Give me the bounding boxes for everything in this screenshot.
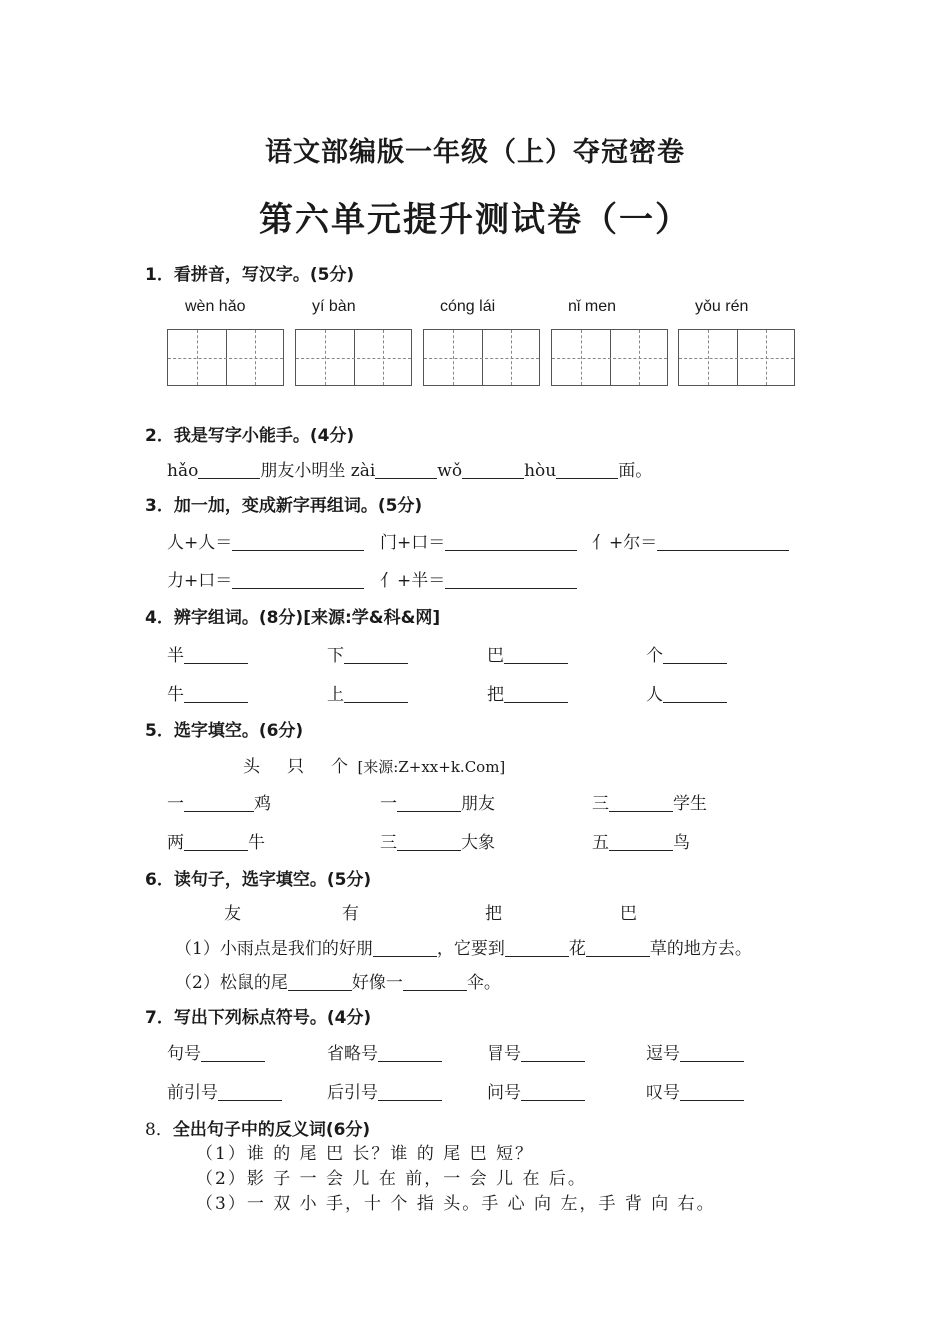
q4-r2-4: 人: [646, 680, 727, 705]
q7-r1-1: 句号: [167, 1039, 265, 1064]
exam-subtitle: 语文部编版一年级（上）夺冠密卷: [265, 137, 685, 168]
q4-r1-3: 巴: [487, 641, 568, 666]
q6-option-2: 有: [342, 904, 359, 924]
q4-blank[interactable]: [504, 684, 568, 703]
q4-r2-3: 把: [487, 680, 568, 705]
q6-blank[interactable]: [373, 938, 437, 957]
q7-r2-4: 叹号: [646, 1078, 744, 1103]
q5-r1-2: 一 朋友: [380, 794, 495, 814]
pinyin-4: nǐ men: [568, 298, 617, 315]
q4-blank[interactable]: [184, 645, 248, 664]
q7-r2-1: 前引号: [167, 1078, 282, 1103]
q2-blank-1[interactable]: [198, 460, 260, 479]
pinyin-3: cóng lái: [440, 298, 496, 315]
q6-blank[interactable]: [586, 938, 650, 957]
q5-r2-2: 三 大象: [380, 833, 495, 853]
q3-blank-2[interactable]: [445, 532, 577, 551]
q8-heading: 8．全出句子中的反义词(6分): [145, 1120, 371, 1140]
q4-blank[interactable]: [663, 645, 727, 664]
q7-r1-2: 省略号: [327, 1039, 442, 1064]
q2-blank-2[interactable]: [375, 460, 437, 479]
q4-r2-2: 上: [327, 680, 408, 705]
q3-blank-3[interactable]: [657, 532, 789, 551]
q7-blank[interactable]: [521, 1043, 585, 1062]
q7-blank[interactable]: [378, 1043, 442, 1062]
q4-blank[interactable]: [344, 684, 408, 703]
q2-sentence: [167, 456, 652, 481]
q7-r1-3: 冒号: [487, 1039, 585, 1064]
q6-blank[interactable]: [505, 938, 569, 957]
q5-r2-3: 五 鸟: [592, 833, 690, 853]
writing-grid-4[interactable]: [551, 329, 668, 386]
q4-r1-2: 下: [327, 641, 408, 666]
q6-heading: 6．读句子，选字填空。(5分): [145, 870, 372, 890]
q5-r1-3: 三 学生: [592, 794, 707, 814]
q3-item-5: 亻+半＝: [380, 566, 577, 591]
q7-blank[interactable]: [378, 1082, 442, 1101]
q7-r2-3: 问号: [487, 1078, 585, 1103]
q5-r2-1: 两 牛: [167, 833, 265, 853]
q8-line-1: （1）谁 的 尾 巴 长？谁 的 尾 巴 短？: [196, 1144, 535, 1164]
q4-r1-4: 个: [646, 641, 727, 666]
q7-heading: 7．写出下列标点符号。(4分): [145, 1008, 372, 1028]
q7-blank[interactable]: [201, 1043, 265, 1062]
q6-sentence-1: （1）小雨点是我们的好朋 ，它要到 花 草的地方去。: [175, 939, 752, 959]
q2-part-2: 朋友小明坐 zài: [260, 461, 376, 481]
q7-blank[interactable]: [218, 1082, 282, 1101]
q4-blank[interactable]: [504, 645, 568, 664]
q5-blank[interactable]: [184, 832, 248, 851]
q5-options: 头 只 个 [来源:Z+xx+k.Com]: [243, 757, 506, 777]
q4-blank[interactable]: [344, 645, 408, 664]
q2-heading: 2．我是写字小能手。(4分): [145, 426, 355, 446]
pinyin-2: yí bàn: [312, 298, 356, 315]
q3-item-2: 门+口＝: [380, 528, 577, 553]
q2-part-3: wǒ: [437, 461, 463, 481]
q6-blank[interactable]: [288, 972, 352, 991]
q3-item-3: 亻+尔＝: [592, 528, 789, 553]
q2-part-5: 面。: [618, 461, 653, 481]
q4-r2-1: 牛: [167, 680, 248, 705]
q4-r1-1: 半: [167, 641, 248, 666]
q6-sentence-2: （2）松鼠的尾 好像一 伞。: [175, 973, 501, 993]
q3-item-1: 人+人＝: [167, 528, 364, 553]
q5-source: [来源:Z+xx+k.Com]: [357, 758, 506, 776]
q5-blank[interactable]: [184, 793, 254, 812]
q4-blank[interactable]: [663, 684, 727, 703]
q5-r1-1: 一 鸡: [167, 794, 271, 814]
q5-heading: 5．选字填空。(6分): [145, 721, 304, 741]
q2-blank-4[interactable]: [556, 460, 618, 479]
q2-part-4: hòu: [524, 461, 557, 481]
pinyin-5: yǒu rén: [695, 298, 749, 315]
exam-title: 第六单元提升测试卷（一）: [259, 200, 691, 240]
q5-blank[interactable]: [609, 793, 673, 812]
pinyin-1: wèn hǎo: [185, 298, 246, 315]
q7-r2-2: 后引号: [327, 1078, 442, 1103]
q2-part-1: hǎo: [167, 461, 199, 481]
q4-heading: 4．辨字组词。(8分)[来源:学&科&网]: [145, 608, 441, 628]
writing-grid-2[interactable]: [295, 329, 412, 386]
q5-blank[interactable]: [397, 832, 461, 851]
writing-grid-3[interactable]: [423, 329, 540, 386]
q7-blank[interactable]: [521, 1082, 585, 1101]
q7-blank[interactable]: [680, 1082, 744, 1101]
q8-line-2: （2）影 子 一 会 儿 在 前，一 会 儿 在 后。: [196, 1169, 587, 1189]
q3-blank-5[interactable]: [445, 570, 577, 589]
q6-option-4: 巴: [620, 904, 637, 924]
q6-blank[interactable]: [403, 972, 467, 991]
q7-blank[interactable]: [680, 1043, 744, 1062]
writing-grid-5[interactable]: [678, 329, 795, 386]
q3-blank-1[interactable]: [232, 532, 364, 551]
q4-blank[interactable]: [184, 684, 248, 703]
q2-blank-3[interactable]: [462, 460, 524, 479]
q8-line-3: （3）一 双 小 手，十 个 指 头。手 心 向 左，手 背 向 右。: [196, 1194, 716, 1214]
q6-option-1: 友: [224, 904, 241, 924]
q5-blank[interactable]: [397, 793, 461, 812]
q6-option-3: 把: [485, 904, 502, 924]
q7-r1-4: 逗号: [646, 1039, 744, 1064]
q3-item-4: 力+口＝: [167, 566, 364, 591]
q3-heading: 3．加一加，变成新字再组词。(5分): [145, 496, 423, 516]
q5-blank[interactable]: [609, 832, 673, 851]
writing-grid-1[interactable]: [167, 329, 284, 386]
q1-heading: 1．看拼音，写汉字。(5分): [145, 265, 355, 285]
q3-blank-4[interactable]: [232, 570, 364, 589]
